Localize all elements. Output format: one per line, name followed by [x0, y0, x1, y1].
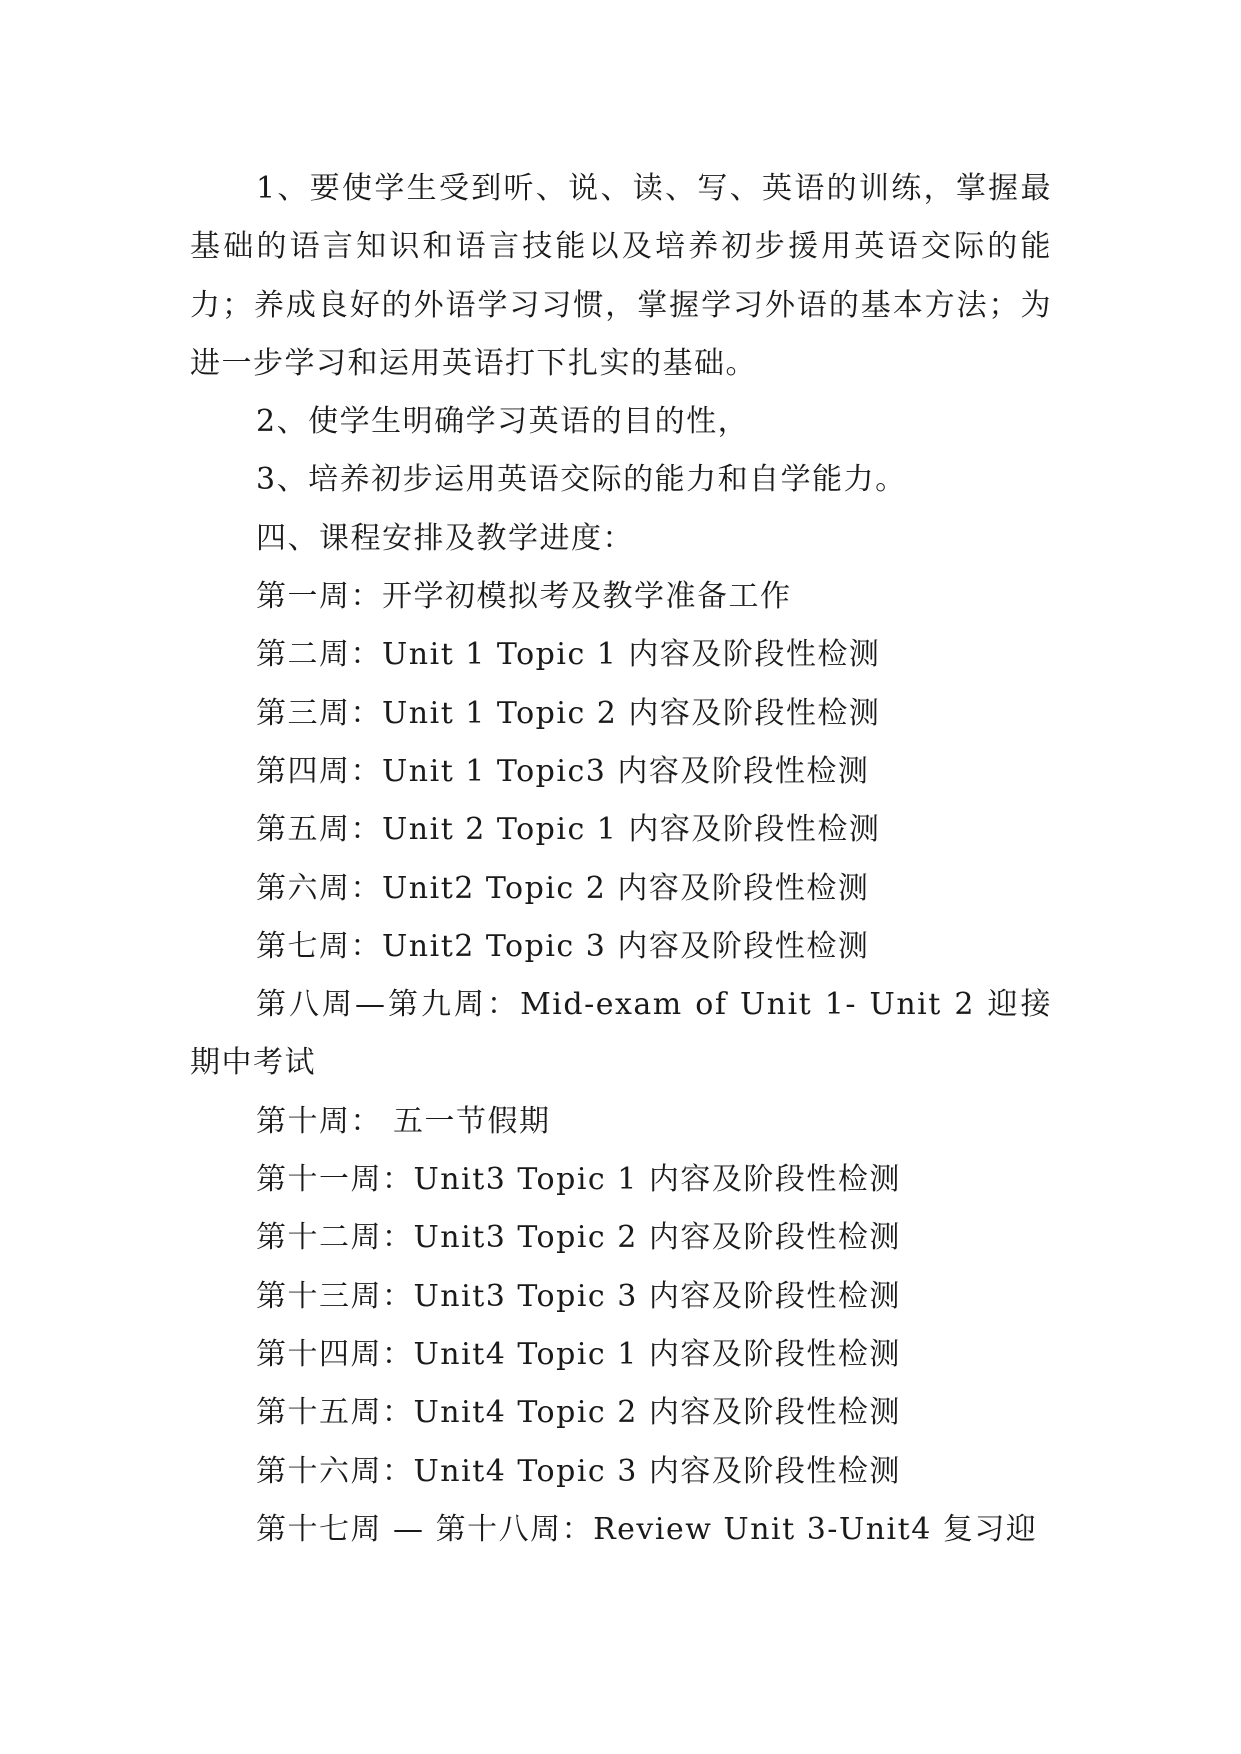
- schedule-week-16: 第十六周：Unit4 Topic 3 内容及阶段性检测: [256, 1453, 901, 1489]
- document-body: [190, 160, 1052, 1559]
- schedule-week-15: 第十五周：Unit4 Topic 2 内容及阶段性检测: [256, 1395, 901, 1431]
- paragraph-goal-1: 1、要使学生受到听、说、读、写、英语的训练，掌握最基础的语言知识和语言技能以及培养初步援用英语交际的能力；养成良好的外语学习习惯，掌握学习外语的基本方法；为进一步学习和运用英语打下扎实的基础。: [190, 171, 1052, 381]
- schedule-week-12: 第十二周：Unit3 Topic 2 内容及阶段性检测: [256, 1220, 901, 1256]
- schedule-week-3: 第三周：Unit 1 Topic 2 内容及阶段性检测: [256, 695, 881, 731]
- schedule-week-11: 第十一周：Unit3 Topic 1 内容及阶段性检测: [256, 1162, 901, 1198]
- schedule-week-13: 第十三周：Unit3 Topic 3 内容及阶段性检测: [256, 1278, 901, 1314]
- schedule-week-14: 第十四周：Unit4 Topic 1 内容及阶段性检测: [256, 1336, 901, 1372]
- schedule-week-17-18: 第十七周 — 第十八周：Review Unit 3-Unit4 复习迎: [256, 1511, 1038, 1547]
- paragraph-goal-3: 3、培养初步运用英语交际的能力和自学能力。: [256, 462, 907, 498]
- schedule-week-7: 第七周：Unit2 Topic 3 内容及阶段性检测: [256, 928, 870, 964]
- schedule-week-5: 第五周：Unit 2 Topic 1 内容及阶段性检测: [256, 812, 881, 848]
- schedule-week-6: 第六周：Unit2 Topic 2 内容及阶段性检测: [256, 870, 870, 906]
- section-heading-schedule: 四、课程安排及教学进度：: [256, 520, 634, 556]
- schedule-week-1: 第一周：开学初模拟考及教学准备工作: [256, 579, 792, 615]
- schedule-week-2: 第二周：Unit 1 Topic 1 内容及阶段性检测: [256, 637, 881, 673]
- schedule-week-4: 第四周：Unit 1 Topic3 内容及阶段性检测: [256, 753, 870, 789]
- schedule-week-8-9: 第八周—第九周：Mid-exam of Unit 1- Unit 2 迎接期中考试: [190, 987, 1052, 1081]
- paragraph-goal-2: 2、使学生明确学习英语的目的性，: [256, 404, 750, 440]
- schedule-week-10: 第十周： 五一节假期: [256, 1103, 551, 1139]
